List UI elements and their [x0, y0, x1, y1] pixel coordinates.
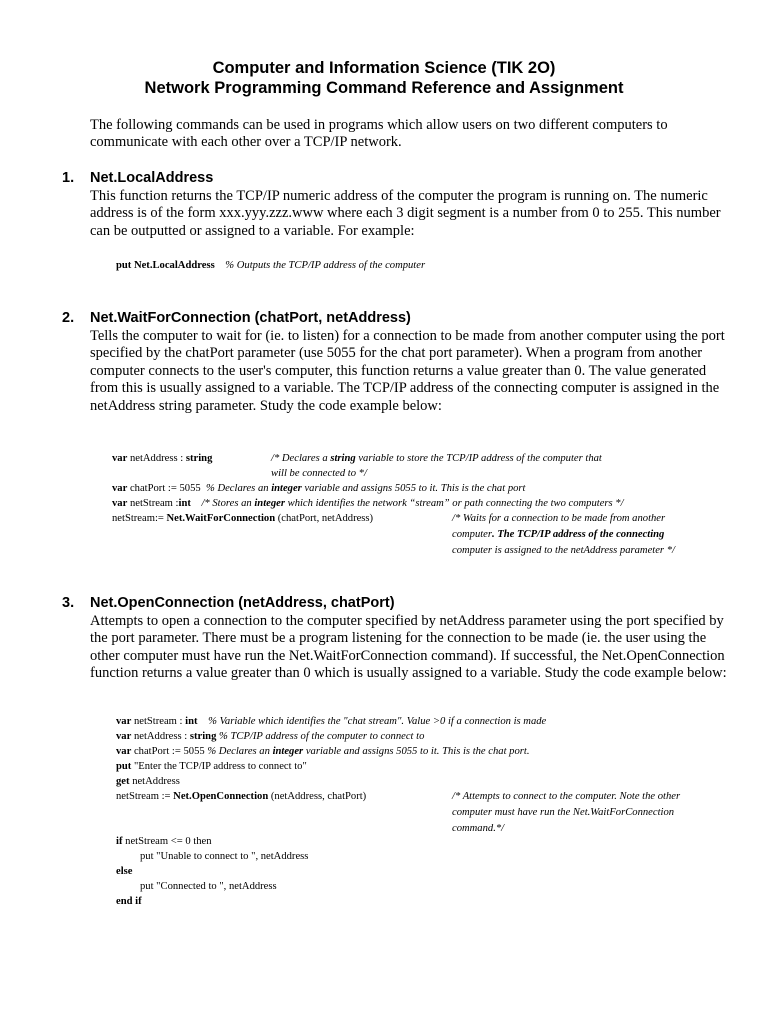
code-comment — [201, 498, 623, 509]
comment-part: /* Waits for a connection to be made from another — [452, 513, 666, 524]
section-1-number: 1. — [62, 170, 75, 186]
section-2-code-line-2 — [112, 481, 525, 496]
section-3-code-line-10 — [116, 879, 277, 894]
section-3-code-line-7 — [116, 834, 212, 849]
comment-part: variable to store the TCP/IP address of the computer that — [358, 453, 602, 464]
comment-part: . The TCP/IP address of the connecting — [492, 529, 665, 540]
comment-part: /* Stores an — [201, 498, 252, 509]
section-2-code-line-1 — [112, 451, 212, 466]
code-keyword: end if — [116, 896, 142, 907]
section-2-heading: Net.WaitForConnection (chatPort, netAddress) — [90, 310, 411, 326]
code-type: int — [185, 716, 198, 727]
section-1-code-line — [116, 258, 425, 273]
code-type: int — [178, 498, 191, 509]
code-type: string — [185, 453, 213, 464]
code-keyword: var — [116, 716, 132, 727]
comment-part: integer — [254, 498, 285, 509]
code-keyword: Net.OpenConnection — [173, 791, 269, 802]
code-keyword: else — [116, 866, 133, 877]
section-3-code-line-2 — [116, 729, 424, 744]
section-3-code-comment-6 — [452, 789, 680, 837]
comment-part: /* Declares a — [271, 453, 328, 464]
code-text: netStream : — [133, 716, 183, 727]
intro-paragraph: The following commands can be used in programs which allow users on two different computers to communicate with each other over a TCP/IP network. — [90, 117, 668, 151]
section-3-code-line-8 — [116, 849, 308, 864]
document-title: Computer and Information Science (TIK 2O) — [212, 59, 556, 77]
code-keyword: var — [112, 498, 128, 509]
section-3-code-line-11 — [116, 894, 142, 909]
code-text: put "Connected to ", netAddress — [140, 881, 277, 892]
code-keyword: var — [112, 453, 128, 464]
section-3-code-line-4 — [116, 759, 307, 774]
code-comment: % Outputs the TCP/IP address of the computer — [225, 260, 426, 271]
code-text: "Enter the TCP/IP address to connect to" — [133, 761, 307, 772]
code-keyword: put Net.LocalAddress — [116, 260, 215, 271]
code-comment — [206, 483, 526, 494]
section-3-code-line-3 — [116, 744, 529, 759]
comment-part: % Declares an — [207, 746, 270, 757]
code-keyword: put — [116, 761, 132, 772]
comment-part: variable and assigns 5055 to it. This is the chat port. — [305, 746, 530, 757]
section-3-heading: Net.OpenConnection (netAddress, chatPort) — [90, 595, 395, 611]
section-2-code-comment-4 — [452, 511, 675, 559]
comment-part: integer — [271, 483, 302, 494]
section-3-code-line-5 — [116, 774, 180, 789]
code-comment — [207, 746, 529, 757]
code-text: (netAddress, chatPort) — [270, 791, 367, 802]
code-text: chatPort := 5055 — [129, 483, 201, 494]
section-3-body: Attempts to open a connection to the computer specified by netAddress parameter using the port specified by the port parameter. There must be a program listening for the connection to be made (ie. the user using the other computer must have run the Net.WaitForConnection command). If successful, the Net.OpenConnection function returns a value greater than 0 which is usually assigned to a variable. Study the code example below: — [90, 613, 727, 682]
section-3-code-line-6 — [116, 789, 366, 804]
code-text: netAddress : — [133, 731, 188, 742]
section-2-body: Tells the computer to wait for (ie. to listen) for a connection to be made from another computer using the port specified by the chatPort parameter (use 5055 for the chat port parameter). When a program from another computer connects to the user's computer, this function returns a value greater than 0. The value generated from this is usually assigned to a variable. The TCP/IP address of the connecting computer is assigned in the netAddress string parameter. Study the code example below: — [90, 328, 725, 414]
code-keyword: Net.WaitForConnection — [166, 513, 276, 524]
comment-part: computer — [452, 529, 493, 540]
code-keyword: var — [116, 731, 132, 742]
code-keyword: var — [116, 746, 132, 757]
section-3-code-line-9 — [116, 864, 132, 879]
code-text: chatPort := 5055 — [133, 746, 205, 757]
comment-part: string — [330, 453, 356, 464]
document-subtitle: Network Programming Command Reference and Assignment — [144, 79, 624, 97]
section-1-body: This function returns the TCP/IP numeric address of the computer the program is running on. The numeric address is of the form xxx.yyy.zzz.www where each 3 digit segment is a number from 0 to 255. This number can be outputted or assigned to a variable. For example: — [90, 188, 721, 239]
comment-part: computer must have run the Net.WaitForConnection — [452, 807, 675, 818]
section-2-code-comment-1 — [271, 451, 602, 481]
code-keyword: if — [116, 836, 123, 847]
comment-part: command.*/ — [452, 823, 505, 834]
code-text: netStream : — [129, 498, 179, 509]
comment-part: computer is assigned to the netAddress parameter */ — [452, 545, 675, 556]
comment-part: variable and assigns 5055 to it. This is the chat port — [304, 483, 526, 494]
comment-part: % Declares an — [205, 483, 269, 494]
comment-part: integer — [272, 746, 304, 757]
code-text: put "Unable to connect to ", netAddress — [140, 851, 309, 862]
comment-part: which identifies the network “stream” or path connecting the two computers */ — [287, 498, 624, 509]
code-type: string — [189, 731, 217, 742]
code-text: netStream := — [116, 791, 171, 802]
code-text: netAddress — [132, 776, 180, 787]
code-keyword: var — [112, 483, 128, 494]
code-text: (chatPort, netAddress) — [277, 513, 374, 524]
code-comment: % Variable which identifies the "chat stream". Value >0 if a connection is made — [208, 716, 547, 727]
code-text: netStream <= 0 then — [125, 836, 212, 847]
code-text: netAddress : — [129, 453, 184, 464]
section-3-code-line-1 — [116, 714, 546, 729]
section-2-code-line-4 — [112, 511, 373, 526]
section-1-heading: Net.LocalAddress — [90, 170, 214, 186]
section-2-code-line-3 — [112, 496, 624, 511]
code-text: netStream:= — [112, 513, 164, 524]
comment-part: /* Attempts to connect to the computer. Note the other — [452, 791, 681, 802]
comment-part: will be connected to */ — [271, 468, 367, 479]
section-2-number: 2. — [62, 310, 75, 326]
code-comment: % TCP/IP address of the computer to connect to — [219, 731, 425, 742]
code-keyword: get — [116, 776, 130, 787]
section-3-number: 3. — [62, 595, 75, 611]
